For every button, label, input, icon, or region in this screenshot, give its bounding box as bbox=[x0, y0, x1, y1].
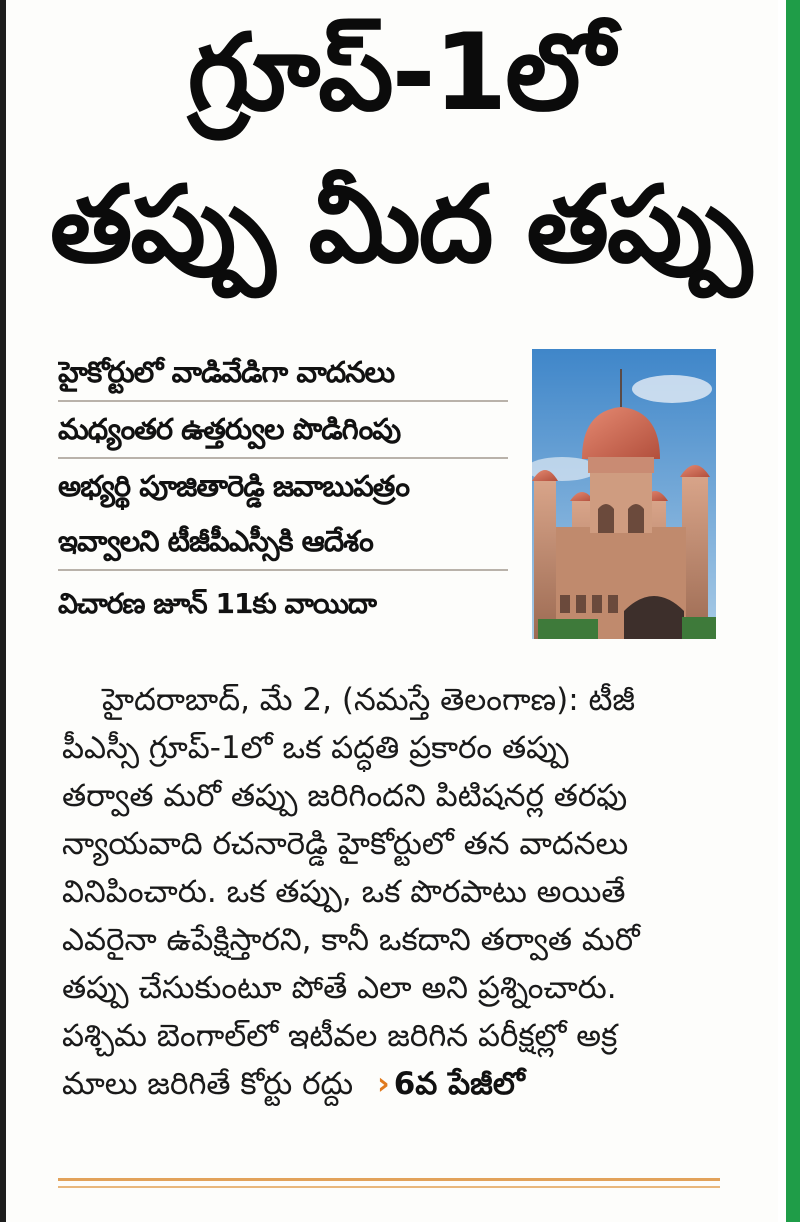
high-court-building-image bbox=[532, 349, 716, 639]
headline-line-1: గ్రూప్‌-1లో bbox=[187, 11, 613, 134]
subhead-1: హైకోర్టులో వాడివేడిగా వాదనలు bbox=[58, 345, 508, 402]
body-line: పశ్చిమ బెంగాల్‌లో ఇటీవల జరిగిన పరీక్షల్లో అక్ర bbox=[62, 1018, 618, 1054]
subhead-2: మధ్యంతర ఉత్తర్వుల పొడిగింపు bbox=[58, 402, 508, 459]
body-line: తర్వాత మరో తప్పు జరిగిందని పిటిషనర్ల తరఫు bbox=[62, 778, 628, 814]
continued-on-page-link[interactable] bbox=[377, 1066, 525, 1102]
subhead-4: ఇవ్వాలని టీజీపీఎస్సీకి ఆదేశం bbox=[58, 514, 508, 571]
left-border bbox=[0, 0, 6, 1222]
article-body bbox=[62, 676, 726, 1108]
chevron-right-icon: › bbox=[376, 1066, 390, 1102]
body-line: న్యాయవాది రచనారెడ్డి హైకోర్టులో తన వాదనలు bbox=[62, 826, 629, 862]
body-line-last bbox=[62, 1060, 726, 1108]
headline-line-2: తప్పు మీద తప్పు bbox=[49, 163, 751, 286]
body-line: హైదరాబాద్‌, మే 2, (నమస్తే తెలంగాణ): టీజీ bbox=[102, 682, 636, 718]
continued-on-page-label: 6వ పేజీలో bbox=[393, 1066, 525, 1102]
body-line: వినిపించారు. ఒక తప్పు, ఒక పొరపాటు అయితే bbox=[62, 874, 626, 910]
subheadings bbox=[58, 345, 508, 635]
body-line-text: మాలు జరిగితే కోర్టు రద్దు bbox=[62, 1066, 354, 1102]
body-line: తప్పు చేసుకుంటూ పోతే ఎలా అని ప్రశ్నించారు. bbox=[62, 970, 617, 1006]
subhead-3: అభ్యర్థి పూజితారెడ్డి జవాబుపత్రం bbox=[58, 469, 410, 503]
footer-rule bbox=[58, 1178, 720, 1181]
footer-rule-secondary bbox=[58, 1186, 720, 1188]
high-court-photo bbox=[532, 349, 716, 639]
right-margin bbox=[778, 0, 786, 1222]
body-line: పీఎస్సీ గ్రూప్‌-1లో ఒక పద్ధతి ప్రకారం తప్పు bbox=[62, 730, 569, 766]
subhead-5: విచారణ జూన్‌ 11కు వాయిదా bbox=[58, 587, 376, 620]
green-border bbox=[786, 0, 800, 1222]
body-line: ఎవరైనా ఉపేక్షిస్తారని, కానీ ఒకదాని తర్వాత మరో bbox=[62, 922, 640, 958]
